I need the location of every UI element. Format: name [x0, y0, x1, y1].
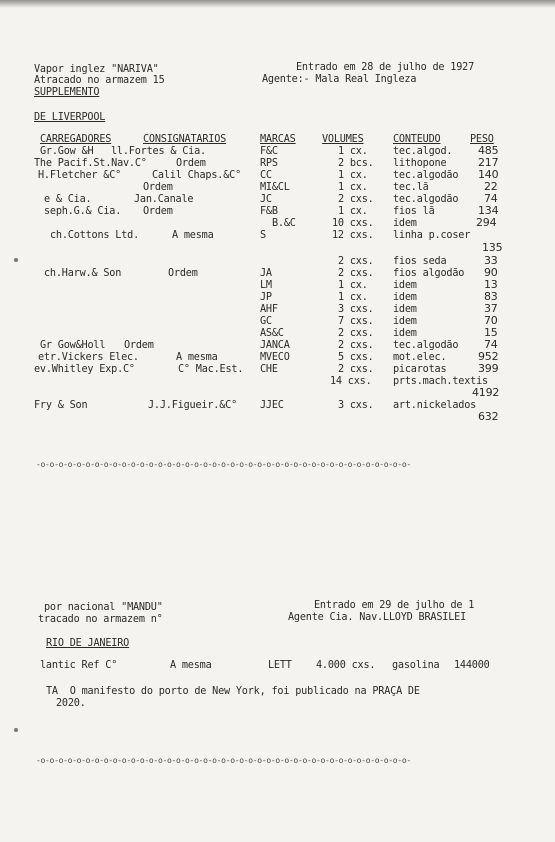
cell-weight: 70: [484, 314, 498, 327]
cell-consignee: A mesma: [172, 230, 214, 241]
cell-weight: 485: [478, 144, 499, 157]
cell-consignee: Ordem: [143, 182, 173, 193]
cell-content: fios lã: [393, 206, 435, 217]
cell-shipper: seph.G.& Cia.: [44, 206, 122, 217]
cell-mark: F&B: [260, 206, 278, 217]
cell-shipper: etr.Vickers Elec.: [38, 352, 139, 363]
cell-volume: 1 cx.: [338, 206, 368, 217]
note-line-1: TA O manifesto do porto de New York, foi publicado na PRAÇA DE: [46, 686, 420, 697]
cell-shipper: The Pacif.St.Nav.C°: [34, 158, 147, 169]
cell-mark: MVECO: [260, 352, 290, 363]
cell-content: idem: [393, 328, 417, 339]
cell-mark: GC: [260, 316, 272, 327]
cell-content: mot.elec.: [393, 352, 447, 363]
cell-volume: 12 cxs.: [332, 230, 374, 241]
cell-consignee: Ordem: [176, 158, 206, 169]
cell-weight: 83: [484, 290, 498, 303]
cell-volume: 3 cxs.: [338, 304, 374, 315]
cell-volume: 4.000 cxs.: [316, 660, 376, 671]
cell-weight: 135: [482, 241, 503, 254]
cell-weight: 13: [484, 278, 498, 291]
cell-content: tec.algodão: [393, 194, 459, 205]
cell-volume: 10 cxs.: [332, 218, 374, 229]
cell-weight: 15: [484, 326, 498, 339]
cell-content: lithopone: [393, 158, 447, 169]
cell-content: prts.mach.textis: [393, 376, 488, 387]
cell-shipper: ch.Cottons Ltd.: [50, 230, 140, 241]
cell-weight: 4192: [472, 386, 500, 399]
cell-content: gasolina: [392, 660, 440, 671]
cell-volume: 1 cx.: [338, 170, 368, 181]
cell-volume: 2 cxs.: [338, 256, 374, 267]
cell-weight: 90: [484, 266, 498, 279]
cell-mark: LM: [260, 280, 272, 291]
cell-volume: 1 cx.: [338, 182, 368, 193]
cell-consignee: C° Mac.Est.: [178, 364, 244, 375]
cell-volume: 3 cxs.: [338, 400, 374, 411]
cell-weight: 217: [478, 156, 499, 169]
col-header-marks: MARCAS: [260, 134, 296, 145]
cell-volume: 2 bcs.: [338, 158, 374, 169]
cell-shipper: Fry & Son: [34, 400, 88, 411]
cell-content: tec.algodão: [393, 170, 459, 181]
col-header-shippers: CARREGADORES: [40, 134, 112, 145]
cell-content: linha p.coser: [393, 230, 471, 241]
separator-line: -o-o-o-o-o-o-o-o-o-o-o-o-o-o-o-o-o-o-o-o-o-o-o-o-o-o-o-o-o-o-o-o-o-o-o-o-o-o-o-o-o-: [36, 460, 411, 469]
cell-content: fios seda: [393, 256, 447, 267]
cell-volume: 2 cxs.: [338, 268, 374, 279]
cell-content: tec.lã: [393, 182, 429, 193]
ship2-arrival: Entrado em 29 de julho de 1: [314, 600, 475, 611]
ship1-arrival: Entrado em 28 de julho de 1927: [296, 62, 475, 73]
note-line-2: 2020.: [56, 698, 86, 709]
col-header-consignees: CONSIGNATARIOS: [143, 134, 227, 145]
cell-consignee: ll.Fortes & Cia.: [111, 146, 206, 157]
cell-volume: 2 cxs.: [338, 194, 374, 205]
ship2-berth: tracado no armazem n°: [38, 614, 163, 625]
cell-consignee: Ordem: [124, 340, 154, 351]
cell-consignee: Ordem: [143, 206, 173, 217]
cell-weight: 37: [484, 302, 498, 315]
cell-weight: 399: [478, 362, 499, 375]
cell-content: tec.algodão: [393, 340, 459, 351]
cell-volume: 1 cx.: [338, 146, 368, 157]
cell-consignee: Ordem: [168, 268, 198, 279]
cell-shipper: Gr Gow&Holl: [40, 340, 106, 351]
margin-mark: [14, 728, 18, 732]
cell-weight: 144000: [454, 660, 490, 671]
cell-volume: 2 cxs.: [338, 328, 374, 339]
cell-weight: 74: [484, 192, 498, 205]
cell-mark: JP: [260, 292, 272, 303]
cell-shipper: lantic Ref C°: [40, 660, 118, 671]
cell-consignee: Jan.Canale: [134, 194, 194, 205]
col-header-weight: PESO: [470, 134, 494, 145]
cell-shipper: H.Fletcher &C°: [38, 170, 122, 181]
cell-volume: 2 cxs.: [338, 340, 374, 351]
cell-mark: RPS: [260, 158, 278, 169]
cell-mark: JJEC: [260, 400, 284, 411]
section-origin-2: RIO DE JANEIRO: [46, 638, 130, 649]
cell-weight: 33: [484, 254, 498, 267]
cell-weight: 632: [478, 410, 499, 423]
cell-shipper: ev.Whitley Exp.C°: [34, 364, 135, 375]
cell-volume: 5 cxs.: [338, 352, 374, 363]
cell-volume: 2 cxs.: [338, 364, 374, 375]
section-origin: DE LIVERPOOL: [34, 112, 106, 123]
cell-shipper: Gr.Gow &H: [40, 146, 94, 157]
cell-mark: JC: [260, 194, 272, 205]
cell-volume: 1 cx.: [338, 292, 368, 303]
ship2-name: por nacional "MANDU": [44, 602, 163, 613]
cell-weight: 952: [478, 350, 499, 363]
cell-consignee: J.J.Figueir.&C°: [148, 400, 238, 411]
cell-content: idem: [393, 292, 417, 303]
cell-mark: JA: [260, 268, 272, 279]
cell-mark: LETT: [268, 660, 292, 671]
cell-content: idem: [393, 304, 417, 315]
cell-content: idem: [393, 316, 417, 327]
cell-mark: AHF: [260, 304, 278, 315]
cell-mark: F&C: [260, 146, 278, 157]
cell-content: idem: [393, 218, 417, 229]
separator-line: -o-o-o-o-o-o-o-o-o-o-o-o-o-o-o-o-o-o-o-o-o-o-o-o-o-o-o-o-o-o-o-o-o-o-o-o-o-o-o-o-o-: [36, 756, 411, 765]
cell-consignee: A mesma: [170, 660, 212, 671]
cell-weight: 74: [484, 338, 498, 351]
cell-mark: JANCA: [260, 340, 290, 351]
cell-weight: 22: [484, 180, 498, 193]
cell-content: art.nickelados: [393, 400, 477, 411]
cell-mark: CHE: [260, 364, 278, 375]
ship1-name: Vapor inglez "NARIVA": [34, 64, 159, 75]
cell-mark: B.&C: [272, 218, 296, 229]
col-header-volumes: VOLUMES: [322, 134, 364, 145]
cell-consignee: Calil Chaps.&C°: [152, 170, 242, 181]
cell-content: picarotas: [393, 364, 447, 375]
cell-mark: MI&CL: [260, 182, 290, 193]
section-supplement: SUPPLEMENTO: [34, 87, 100, 98]
ship1-berth: Atracado no armazem 15: [34, 75, 165, 86]
scan-top-edge: [0, 0, 555, 8]
cell-volume: 7 cxs.: [338, 316, 374, 327]
ship2-agent: Agente Cia. Nav.LLOYD BRASILEI: [288, 612, 467, 623]
cell-shipper: ch.Harw.& Son: [44, 268, 122, 279]
cell-consignee: A mesma: [176, 352, 218, 363]
cell-mark: CC: [260, 170, 272, 181]
cell-mark: AS&C: [260, 328, 284, 339]
cell-volume: 1 cx.: [338, 280, 368, 291]
col-header-contents: CONTEUDO: [393, 134, 441, 145]
cell-weight: 140: [478, 168, 499, 181]
cell-content: tec.algod.: [393, 146, 453, 157]
cell-mark: S: [260, 230, 266, 241]
cell-shipper: e & Cia.: [44, 194, 92, 205]
cell-volume: 14 cxs.: [330, 376, 372, 387]
ship1-agent: Agente:- Mala Real Ingleza: [262, 74, 417, 85]
cell-content: fios algodão: [393, 268, 465, 279]
cell-weight: 134: [478, 204, 499, 217]
margin-mark: [14, 258, 18, 262]
cell-content: idem: [393, 280, 417, 291]
cell-weight: 294: [476, 216, 497, 229]
